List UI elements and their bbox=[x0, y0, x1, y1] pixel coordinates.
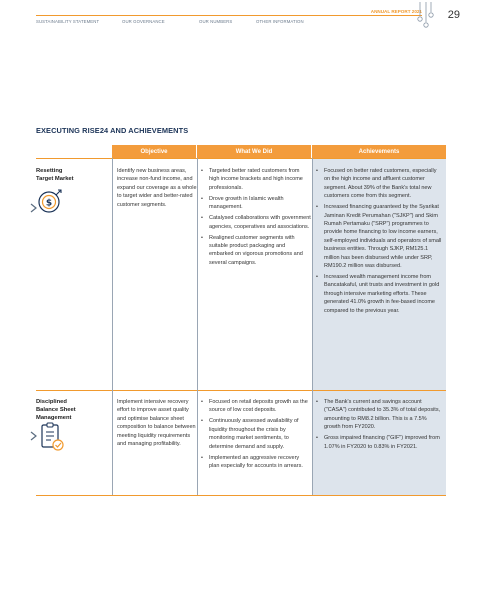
svg-text:$: $ bbox=[45, 198, 53, 209]
list-item: • Catalysed collaborations with government agencies, cooperatives and associations. bbox=[201, 214, 311, 231]
header-divider bbox=[36, 15, 422, 16]
what-we-did-list bbox=[201, 167, 311, 270]
list-item: • Targeted better rated customers from high income brackets and high income professionals. bbox=[201, 167, 311, 192]
column-header-achievements: Achievements bbox=[312, 145, 446, 158]
what-we-did-list bbox=[201, 398, 311, 473]
column-divider bbox=[197, 158, 198, 495]
section-title: EXECUTING RISE24 AND ACHIEVEMENTS bbox=[36, 126, 189, 135]
row-label-line: Balance Sheet bbox=[36, 407, 76, 413]
list-item: • Drove growth in Islamic wealth management. bbox=[201, 195, 311, 212]
list-item: • Continuously assessed availability of liquidity throughout the crisis by monitoring market sentiments, to determine demand and supply. bbox=[201, 417, 311, 451]
row-divider bbox=[36, 158, 446, 159]
nav-our-numbers[interactable]: OUR NUMBERS bbox=[199, 19, 233, 24]
nav-our-governance[interactable]: OUR GOVERNANCE bbox=[122, 19, 165, 24]
dollar-target-icon bbox=[36, 187, 64, 215]
row-label-resetting-target-market bbox=[36, 167, 110, 183]
row-label-line: Target Market bbox=[36, 176, 74, 182]
achievements-list bbox=[316, 167, 444, 318]
column-divider bbox=[112, 158, 113, 495]
row-label-disciplined-balance-sheet-management bbox=[36, 398, 110, 422]
clipboard-check-icon bbox=[38, 421, 66, 453]
nav-sustainability-statement[interactable]: SUSTAINABILITY STATEMENT bbox=[36, 19, 100, 24]
list-item: • Realigned customer segments with suitable product packaging and embarked on vigorous promotions and several campaigns. bbox=[201, 234, 311, 268]
page-number: 29 bbox=[447, 9, 460, 21]
list-item: • Increased wealth management income from Bancatakaful, unit trusts and investment in gold through intensive marketing efforts. These generated 41.0% growth in fee-based income compared to the previous year. bbox=[316, 273, 444, 315]
nav-other-information[interactable]: OTHER INFORMATION bbox=[256, 19, 304, 24]
list-item: • Implemented an aggressive recovery plan especially for accounts in arrears. bbox=[201, 454, 311, 471]
column-divider bbox=[312, 158, 313, 495]
column-header-objective: Objective bbox=[112, 145, 196, 158]
row-label-line: Resetting bbox=[36, 168, 63, 174]
list-item: • Focused on better rated customers, especially on the high income and affluent customer segment. About 39% of the Bank's total new customers come from this segment. bbox=[316, 167, 444, 201]
circuit-decoration-icon bbox=[414, 2, 436, 34]
list-item: • Gross impaired financing ("GIF") improved from 1.07% in FY2020 to 0.83% in FY2021. bbox=[316, 434, 444, 451]
list-item: • Increased financing guaranteed by the Syarikat Jaminan Kredit Perumahan ("SJKP") and Skim Rumah Pertamaku ("SRP") programmes to provide home financing to low income earners, self-employed individuals and operators of small business entities. Through SJKP, RM125.1 million has been disbursed while under SRP, RM190.2 million was disbursed. bbox=[316, 203, 444, 270]
list-item: • The Bank's current and savings account ("CASA") contributed to 35.3% of total deposits, amounting to RM8.2 billion. This is a 7.5% growth from FY2020. bbox=[316, 398, 444, 432]
objective-text: Identify new business areas, increase non-fund income, and expand our coverage as a whole to target wider and better-rated customer segments. bbox=[117, 168, 197, 208]
top-navigation bbox=[36, 19, 380, 29]
report-label: ANNUAL REPORT 2021 bbox=[370, 9, 422, 14]
column-header-what-we-did: What We Did bbox=[197, 145, 311, 158]
row-divider bbox=[36, 390, 446, 391]
list-item: • Focused on retail deposits growth as the source of low cost deposits. bbox=[201, 398, 311, 415]
achievements-list bbox=[316, 398, 444, 454]
row-divider bbox=[36, 495, 446, 496]
row-label-line: Management bbox=[36, 415, 72, 421]
objective-text: Implement intensive recovery effort to improve asset quality and optimise balance sheet composition to balance between meeting liquidity requirements and managing profitability. bbox=[117, 399, 196, 448]
chevron-right-icon bbox=[30, 431, 38, 441]
row-label-line: Disciplined bbox=[36, 399, 67, 405]
